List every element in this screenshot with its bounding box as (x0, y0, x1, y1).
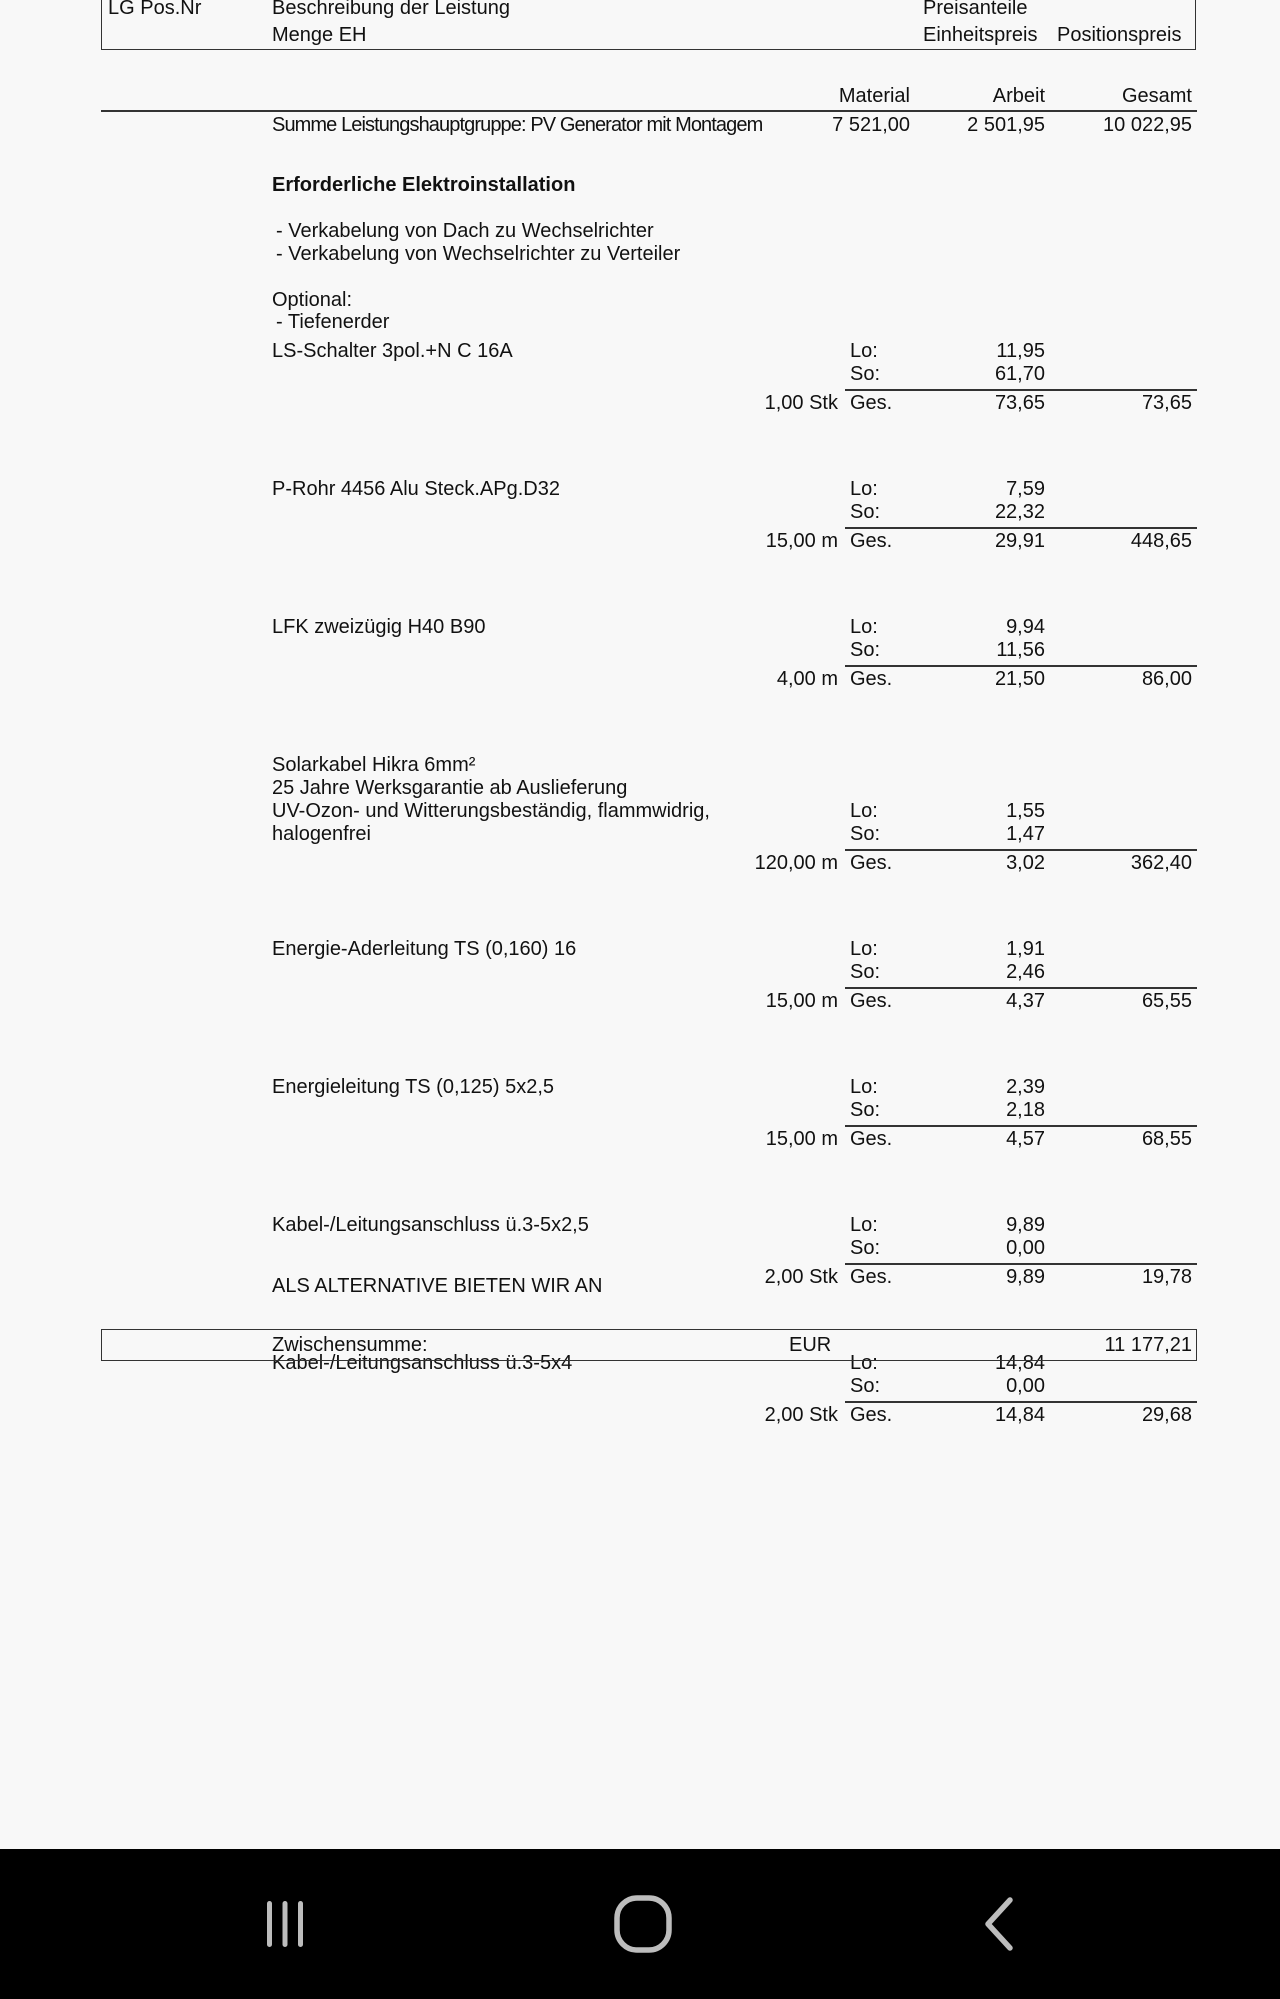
item-description: Solarkabel Hikra 6mm² (272, 754, 476, 776)
subtotal-label: Zwischensumme: (272, 1334, 428, 1356)
summary-labor: 2 501,95 (967, 114, 1045, 136)
unit-price: 4,57 (1006, 1128, 1045, 1150)
so-label: So: (850, 1375, 881, 1397)
item-subtotal-rule (845, 1401, 1197, 1403)
item-quantity: 4,00 m (776, 668, 838, 690)
position-price: 86,00 (1141, 668, 1192, 690)
summary-col-total: Gesamt (1121, 85, 1192, 107)
so-label: So: (850, 961, 881, 983)
lo-value: 9,94 (1006, 616, 1045, 638)
unit-price: 73,65 (994, 392, 1045, 414)
summary-col-material: Material (838, 85, 910, 107)
subtotal-value: 11 177,21 (1104, 1334, 1192, 1356)
optional-item: - Tiefenerder (276, 311, 390, 333)
position-price: 29,68 (1141, 1404, 1192, 1426)
unit-price: 21,50 (994, 668, 1045, 690)
subtotal-currency: EUR (789, 1334, 832, 1356)
item-subtotal-rule (845, 527, 1197, 529)
so-value: 1,47 (1006, 823, 1045, 845)
lo-label: Lo: (850, 1214, 878, 1236)
ges-label: Ges. (850, 990, 893, 1012)
lo-label: Lo: (850, 478, 878, 500)
lo-value: 7,59 (1006, 478, 1045, 500)
home-button[interactable] (563, 1849, 723, 1999)
ges-label: Ges. (850, 392, 893, 414)
item-description: P-Rohr 4456 Alu Steck.APg.D32 (272, 478, 560, 500)
item-quantity: 15,00 m (765, 1128, 838, 1150)
so-label: So: (850, 1099, 881, 1121)
ges-label: Ges. (850, 1128, 893, 1150)
position-price: 68,55 (1141, 1128, 1192, 1150)
so-value: 0,00 (1006, 1375, 1045, 1397)
summary-col-labor: Arbeit (992, 85, 1045, 107)
item-description: Energie-Aderleitung TS (0,160) 16 (272, 938, 577, 960)
position-price: 448,65 (1130, 530, 1192, 552)
so-value: 61,70 (994, 363, 1045, 385)
item-quantity: 15,00 m (765, 990, 838, 1012)
so-value: 2,46 (1006, 961, 1045, 983)
lo-value: 1,55 (1006, 800, 1045, 822)
home-icon (611, 1892, 675, 1956)
header-position-price: Positionspreis (1057, 24, 1182, 46)
position-price: 362,40 (1130, 852, 1192, 874)
unit-price: 14,84 (994, 1404, 1045, 1426)
unit-price: 29,91 (994, 530, 1045, 552)
item-subtotal-rule (845, 987, 1197, 989)
position-price: 19,78 (1141, 1266, 1192, 1288)
item-description: 25 Jahre Werksgarantie ab Auslieferung (272, 777, 628, 799)
ges-label: Ges. (850, 668, 893, 690)
lo-value: 9,89 (1006, 1214, 1045, 1236)
item-description: Energieleitung TS (0,125) 5x2,5 (272, 1076, 555, 1098)
item-subtotal-rule (845, 849, 1197, 851)
item-quantity: 15,00 m (765, 530, 838, 552)
item-quantity: 120,00 m (754, 852, 838, 874)
so-label: So: (850, 639, 881, 661)
header-price-shares: Preisanteile (923, 0, 1028, 19)
summary-total: 10 022,95 (1103, 114, 1192, 136)
item-subtotal-rule (845, 1263, 1197, 1265)
recents-icon (255, 1894, 315, 1954)
so-label: So: (850, 363, 881, 385)
lo-value: 1,91 (1006, 938, 1045, 960)
section-bullet: - Verkabelung von Wechselrichter zu Verteiler (276, 243, 681, 265)
item-subtotal-rule (845, 1125, 1197, 1127)
subtotal-box (101, 1329, 1197, 1361)
lo-value: 2,39 (1006, 1076, 1045, 1098)
lo-value: 11,95 (996, 340, 1045, 362)
so-label: So: (850, 1237, 881, 1259)
lo-label: Lo: (850, 1352, 878, 1374)
summary-material: 7 521,00 (832, 114, 910, 136)
header-quantity-unit: Menge EH (272, 24, 367, 46)
header-description: Beschreibung der Leistung (272, 0, 510, 19)
unit-price: 3,02 (1006, 852, 1045, 874)
back-icon (970, 1894, 1030, 1954)
optional-label: Optional: (272, 289, 353, 311)
lo-label: Lo: (850, 616, 878, 638)
so-value: 0,00 (1006, 1237, 1045, 1259)
ges-label: Ges. (850, 1404, 893, 1426)
position-price: 65,55 (1141, 990, 1192, 1012)
unit-price: 9,89 (1006, 1266, 1045, 1288)
unit-price: 4,37 (1006, 990, 1045, 1012)
recents-button[interactable] (205, 1849, 365, 1999)
item-description: LS-Schalter 3pol.+N C 16A (272, 340, 513, 362)
back-button[interactable] (920, 1849, 1080, 1999)
section-title: Erforderliche Elektroinstallation (272, 174, 576, 196)
position-price: 73,65 (1141, 392, 1192, 414)
item-subtotal-rule (845, 389, 1197, 391)
item-quantity: 1,00 Stk (764, 392, 838, 414)
header-unit-price: Einheitspreis (923, 24, 1038, 46)
lo-label: Lo: (850, 1076, 878, 1098)
item-description: Kabel-/Leitungsanschluss ü.3-5x4 (272, 1352, 573, 1374)
so-value: 11,56 (996, 639, 1045, 661)
so-value: 22,32 (994, 501, 1045, 523)
ges-label: Ges. (850, 530, 893, 552)
lo-label: Lo: (850, 938, 878, 960)
so-label: So: (850, 501, 881, 523)
alternative-note: ALS ALTERNATIVE BIETEN WIR AN (272, 1275, 603, 1297)
ges-label: Ges. (850, 852, 893, 874)
so-value: 2,18 (1006, 1099, 1045, 1121)
item-description: Kabel-/Leitungsanschluss ü.3-5x2,5 (272, 1214, 589, 1236)
item-description: halogenfrei (272, 823, 371, 845)
item-description: UV-Ozon- und Witterungsbeständig, flammwidrig, (272, 800, 710, 822)
summary-label: Summe Leistungshauptgruppe: PV Generator mit Montagem (272, 114, 763, 136)
item-quantity: 2,00 Stk (764, 1404, 838, 1426)
item-subtotal-rule (845, 665, 1197, 667)
item-description: LFK zweizügig H40 B90 (272, 616, 486, 638)
summary-rule (101, 110, 1197, 112)
section-bullet: - Verkabelung von Dach zu Wechselrichter (276, 220, 654, 242)
lo-label: Lo: (850, 340, 878, 362)
lo-value: 14,84 (994, 1352, 1045, 1374)
lo-label: Lo: (850, 800, 878, 822)
header-pos-nr: LG Pos.Nr (108, 0, 202, 19)
item-quantity: 2,00 Stk (764, 1266, 838, 1288)
ges-label: Ges. (850, 1266, 893, 1288)
so-label: So: (850, 823, 881, 845)
system-navigation-bar (0, 1849, 1280, 1999)
